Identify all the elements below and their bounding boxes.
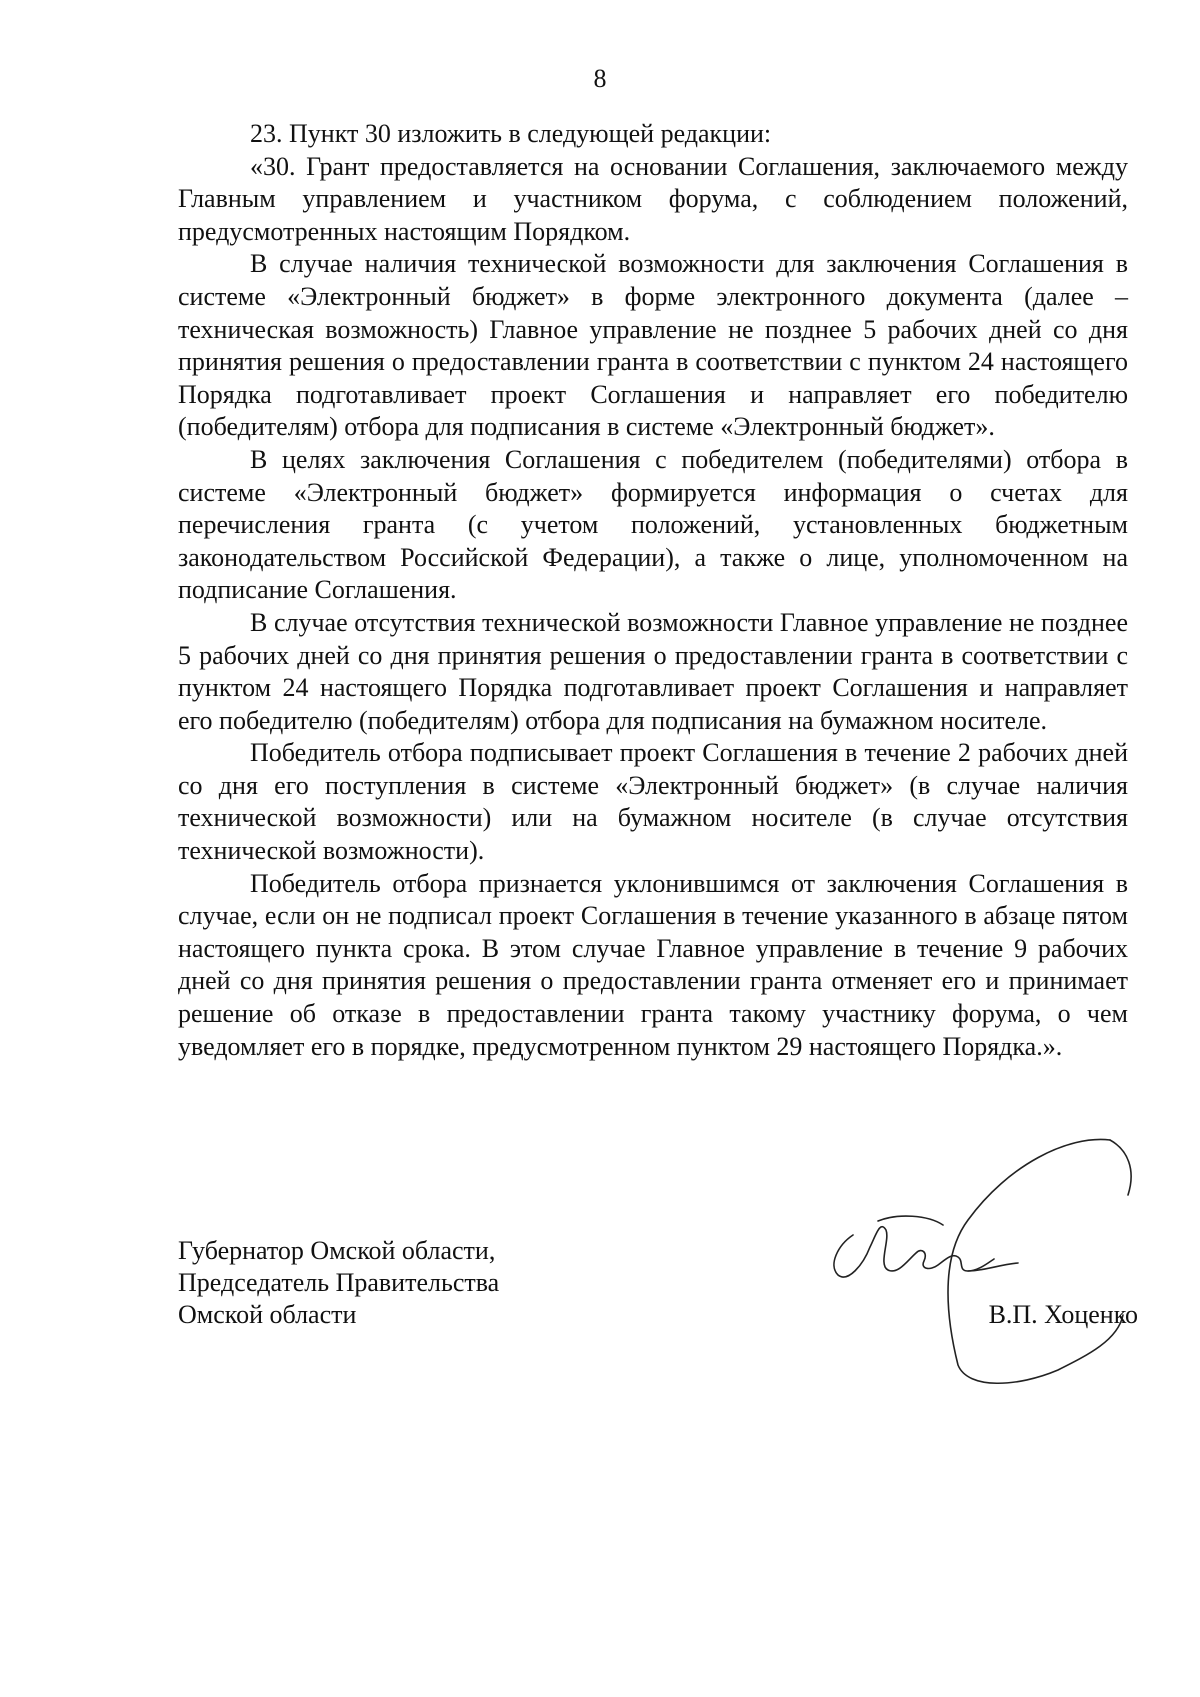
paragraph: 23. Пункт 30 изложить в следующей редакции: — [250, 119, 772, 148]
document-body — [178, 118, 1128, 1063]
paragraph: В случае отсутствия технической возможности Главное управление не позднее 5 рабочих дней со дня принятия решения о предоставлении гранта в соответствии с пунктом 24 настоящего Порядка подготавливает проект Соглашения и направляет его победителю (победителям) отбора для подписания на бумажном носителе. — [178, 607, 1128, 735]
signature-block — [178, 1235, 1138, 1375]
signatory-title-line: Омской области — [178, 1300, 357, 1329]
paragraph: В случае наличия технической возможности для заключения Соглашения в системе «Электронный бюджет» в форме электронного документа (далее – техническая возможность) Главное управление не позднее 5 рабочих дней со дня принятия решения о предоставлении гранта в соответствии с пунктом 24 настоящего Порядка подготавливает проект Соглашения и направляет его победителю (победителям) отбора для подписания в системе «Электронный бюджет». — [178, 249, 1128, 442]
signatory-title-line: Председатель Правительства — [178, 1268, 500, 1297]
paragraph: «30. Грант предоставляется на основании Соглашения, заключаемого между Главным управлением и участником форума, с соблюдением положений, предусмотренных настоящим Порядком. — [178, 151, 1128, 246]
signatory-name: В.П. Хоценко — [988, 1300, 1138, 1329]
page-number: 8 — [593, 64, 607, 93]
paragraph: В целях заключения Соглашения с победителем (победителями) отбора в системе «Электронный бюджет» формируется информация о счетах для перечисления гранта (с учетом положений, установленных бюджетным законодательством Российской Федерации), а также о лице, уполномоченном на подписание Соглашения. — [178, 444, 1128, 605]
paragraph: Победитель отбора признается уклонившимся от заключения Соглашения в случае, если он не подписал проект Соглашения в течение указанного в абзаце пятом настоящего пункта срока. В этом случае Главное управление в течение 9 рабочих дней со дня принятия решения о предоставлении гранта отменяет его и принимает решение об отказе в предоставлении гранта такому участнику форума, о чем уведомляет его в порядке, предусмотренном пунктом 29 настоящего Порядка.». — [178, 868, 1128, 1061]
signatory-title-line: Губернатор Омской области, — [178, 1236, 496, 1265]
handwritten-signature — [818, 1125, 1138, 1425]
paragraph: Победитель отбора подписывает проект Соглашения в течение 2 рабочих дней со дня его поступления в системе «Электронный бюджет» (в случае наличия технической возможности) или на бумажном носителе (в случае отсутствия технической возможности). — [178, 738, 1128, 866]
